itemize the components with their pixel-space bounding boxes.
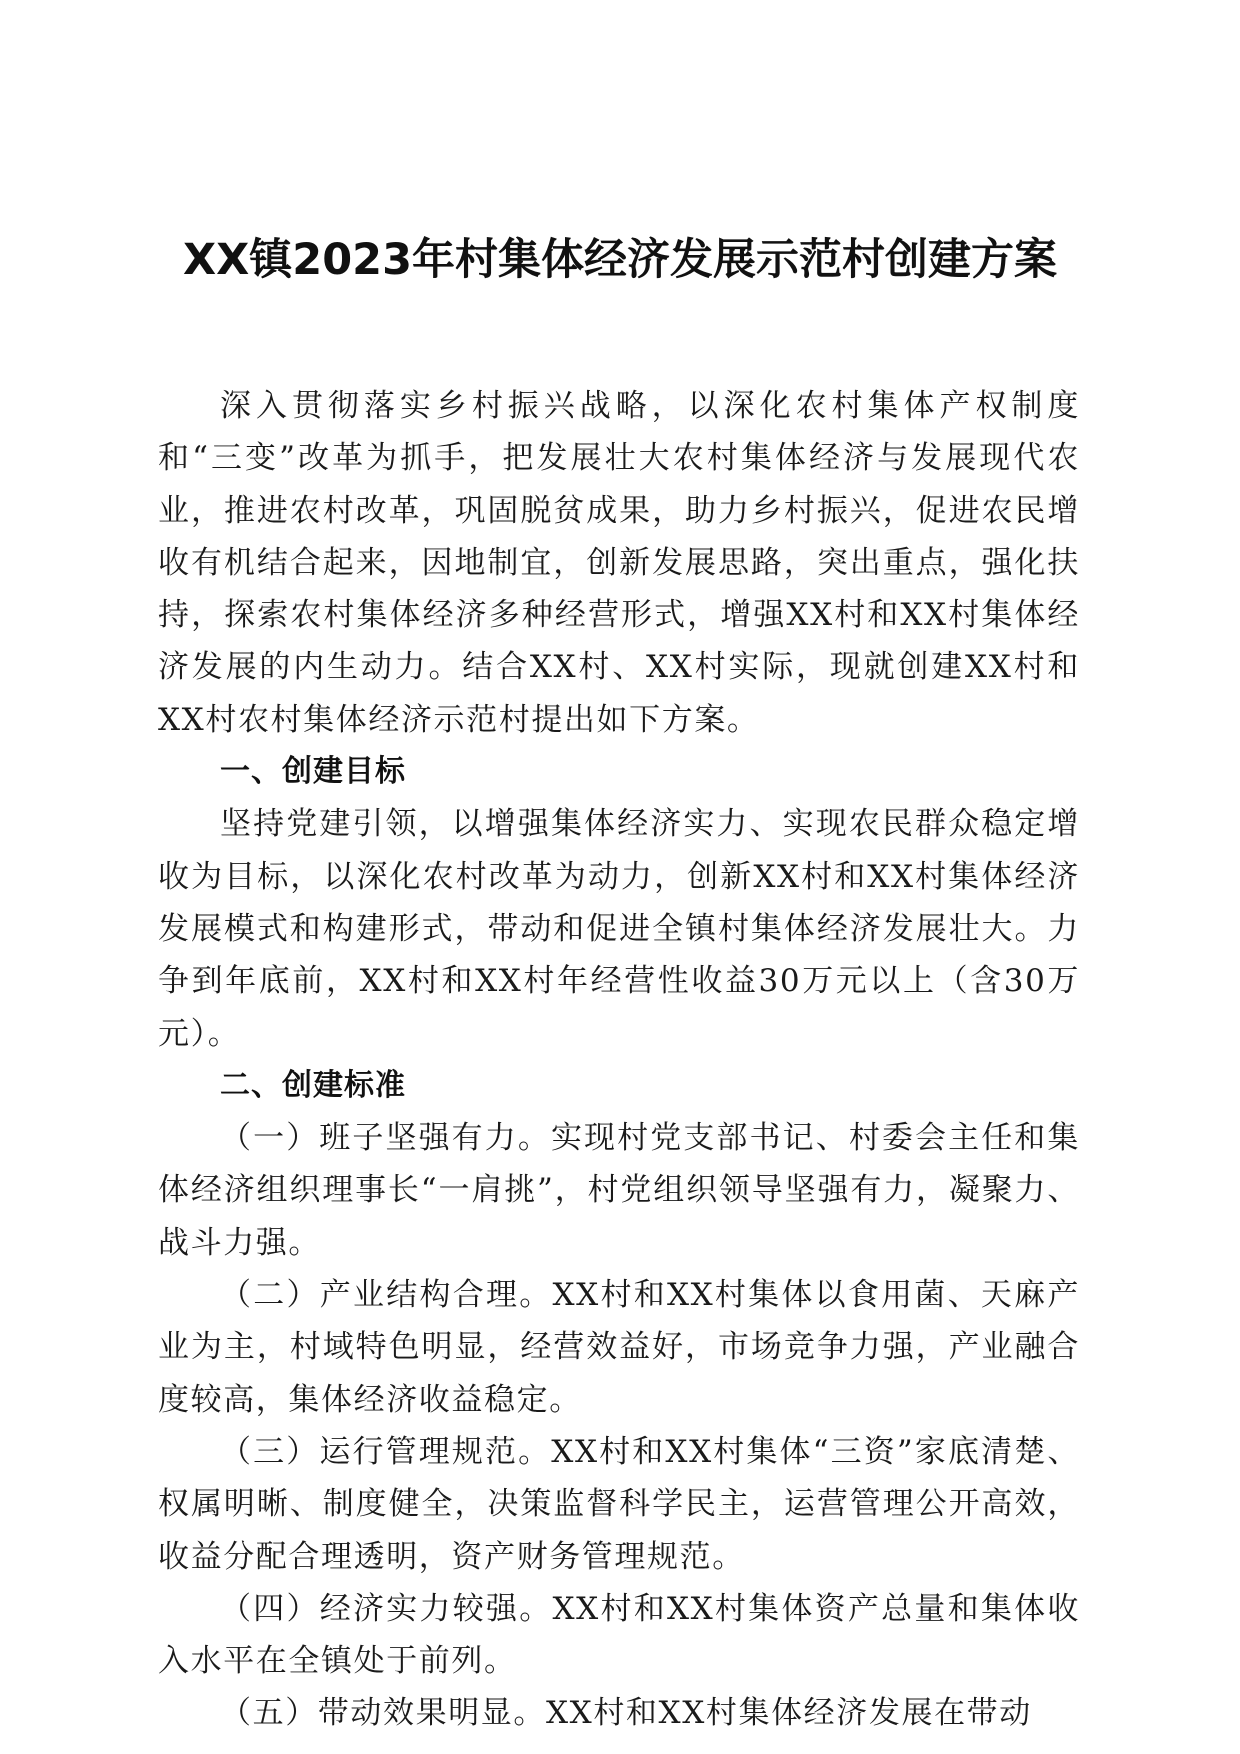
standard-item-1: （一）班子坚强有力。实现村党支部书记、村委会主任和集体经济组织理事长“一肩挑”，村党组织领导坚强有力，凝聚力、战斗力强。 xyxy=(158,1120,1080,1261)
document-title: XX镇2023年村集体经济发展示范村创建方案 xyxy=(183,235,1057,285)
standard-item-3: （三）运行管理规范。XX村和XX村集体“三资”家底清楚、权属明晰、制度健全，决策监督科学民主，运营管理公开高效，收益分配合理透明，资产财务管理规范。 xyxy=(158,1433,1080,1575)
section-heading-goals: 一、创建目标 xyxy=(220,754,406,790)
section-heading-standards: 二、创建标准 xyxy=(220,1067,406,1103)
standard-item-2: （二）产业结构合理。XX村和XX村集体以食用菌、天麻产业为主，村域特色明显，经营效益好，市场竞争力强，产业融合度较高，集体经济收益稳定。 xyxy=(158,1277,1080,1418)
section-paragraph-goals: 坚持党建引领，以增强集体经济实力、实现农民群众稳定增收为目标，以深化农村改革为动力，创新XX村和XX村集体经济发展模式和构建形式，带动和促进全镇村集体经济发展壮大。力争到年底前，XX村和XX村年经营性收益30万元以上（含30万元）。 xyxy=(158,806,1080,1052)
intro-paragraph: 深入贯彻落实乡村振兴战略，以深化农村集体产权制度和“三变”改革为抓手，把发展壮大农村集体经济与发展现代农业，推进农村改革，巩固脱贫成果，助力乡村振兴，促进农民增收有机结合起来，因地制宜，创新发展思路，突出重点，强化扶持，探索农村集体经济多种经营形式，增强XX村和XX村集体经济发展的内生动力。结合XX村、XX村实际，现就创建XX村和XX村农村集体经济示范村提出如下方案。 xyxy=(158,388,1080,738)
standard-item-5: （五）带动效果明显。XX村和XX村集体经济发展在带动 xyxy=(220,1695,1032,1732)
document-body xyxy=(158,380,1080,1740)
standard-item-4: （四）经济实力较强。XX村和XX村集体资产总量和集体收入水平在全镇处于前列。 xyxy=(158,1590,1080,1680)
